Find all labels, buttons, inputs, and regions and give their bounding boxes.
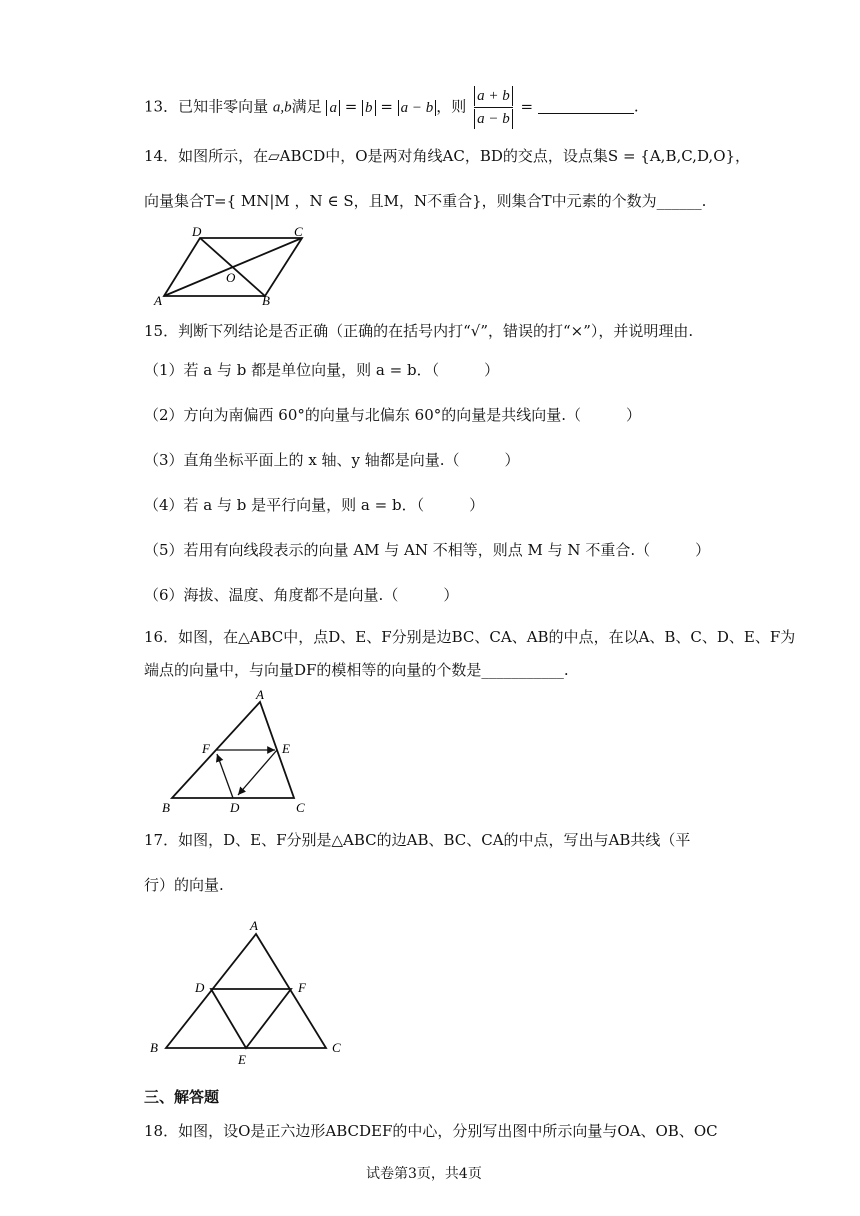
question-15-stem: 15．判断下列结论是否正确（正确的在括号内打“√”，错误的打“×”），并说明理由.	[144, 322, 694, 340]
q13-equals: =	[520, 97, 534, 116]
q13-end: .	[633, 97, 639, 116]
page-footer: 试卷第3页，共4页	[366, 1166, 482, 1182]
label-a: A	[154, 293, 162, 306]
q13-frac-denominator: a − b	[474, 109, 513, 129]
q15-item-1: （1）若 a 与 b 都是单位向量，则 a = b．（ ）	[144, 361, 500, 379]
vector-df	[217, 754, 233, 798]
q13-abs-a-minus-b: a − b	[398, 100, 437, 116]
question-13: 13．已知非零向量 a,b满足 a = b = a − b ，则 $\frac{a + b}{a - b}$ = .	[144, 88, 639, 127]
question-14-line1: 14．如图所示，在▱ABCD中，O是两对角线AC，BD的交点，设点集S = {A,B,C,D,O}，	[144, 147, 751, 165]
q13-vars: a,b	[272, 99, 292, 116]
label-b: B	[262, 293, 270, 306]
triangle-midpoints-figure	[146, 914, 352, 1064]
label-b: B	[162, 800, 170, 815]
question-16-line1: 16．如图，在△ABC中，点D、E、F分别是边BC、CA、AB的中点，在以A、B、C、D、E、F为	[144, 628, 796, 646]
question-18-line1: 18．如图，设O是正六边形ABCDEF的中心，分别写出图中所示向量与OA、OB、OC	[144, 1122, 718, 1140]
q15-item-3: （3）直角坐标平面上的 x 轴、y 轴都是向量.（ ）	[144, 451, 520, 469]
label-f: F	[202, 741, 210, 756]
q15-item-5: （5）若用有向线段表示的向量 AM 与 AN 不相等，则点 M 与 N 不重合.（ ）	[144, 541, 711, 559]
label-f: F	[298, 980, 306, 995]
q13-answer-blank[interactable]	[538, 113, 634, 114]
q13-frac-numerator: a + b	[474, 86, 513, 106]
q15-item-6: （6）海拔、温度、角度都不是向量.（ ）	[144, 586, 459, 604]
label-d: D	[192, 226, 202, 239]
q13-abs-b: b	[362, 100, 376, 116]
q15-item-2: （2）方向为南偏西 60°的向量与北偏东 60°的向量是共线向量.（ ）	[144, 406, 642, 424]
question-16-line2: 端点的向量中，与向量DF的模相等的向量的个数是___________.	[144, 661, 569, 679]
diagonal-bd	[200, 238, 265, 296]
parallelogram-figure	[150, 226, 320, 306]
q13-text-pre: 已知非零向量	[178, 97, 269, 116]
label-d: D	[195, 980, 205, 995]
vector-ed	[238, 750, 277, 795]
label-c: C	[332, 1040, 341, 1055]
triangle-def	[211, 989, 291, 1048]
label-a: A	[250, 918, 258, 933]
q13-abs-a: a	[326, 100, 340, 116]
label-a: A	[256, 688, 264, 702]
label-e: E	[238, 1052, 246, 1064]
q13-then: ，则	[436, 97, 467, 116]
question-17-line1: 17．如图，D、E、F分别是△ABC的边AB、BC、CA的中点，写出与AB共线（平	[144, 831, 691, 849]
label-c: C	[296, 800, 305, 815]
label-b: B	[150, 1040, 158, 1055]
label-c: C	[294, 226, 303, 239]
q13-number: 13．	[144, 97, 179, 116]
section-heading: 三、解答题	[144, 1088, 220, 1106]
question-14-line2: 向量集合T={ MN|M ，N ∈ S，且M，N不重合}，则集合T中元素的个数为______.	[144, 192, 707, 210]
q13-cond-label: 满足	[291, 97, 322, 116]
label-o: O	[226, 270, 236, 285]
label-e: E	[282, 741, 290, 756]
label-d: D	[230, 800, 240, 815]
question-17-line2: 行）的向量.	[144, 876, 224, 894]
q15-item-4: （4）若 a 与 b 是平行向量，则 a = b．（ ）	[144, 496, 485, 514]
q13-fraction	[474, 86, 513, 129]
triangle-midpoint-vector-figure	[158, 688, 308, 816]
